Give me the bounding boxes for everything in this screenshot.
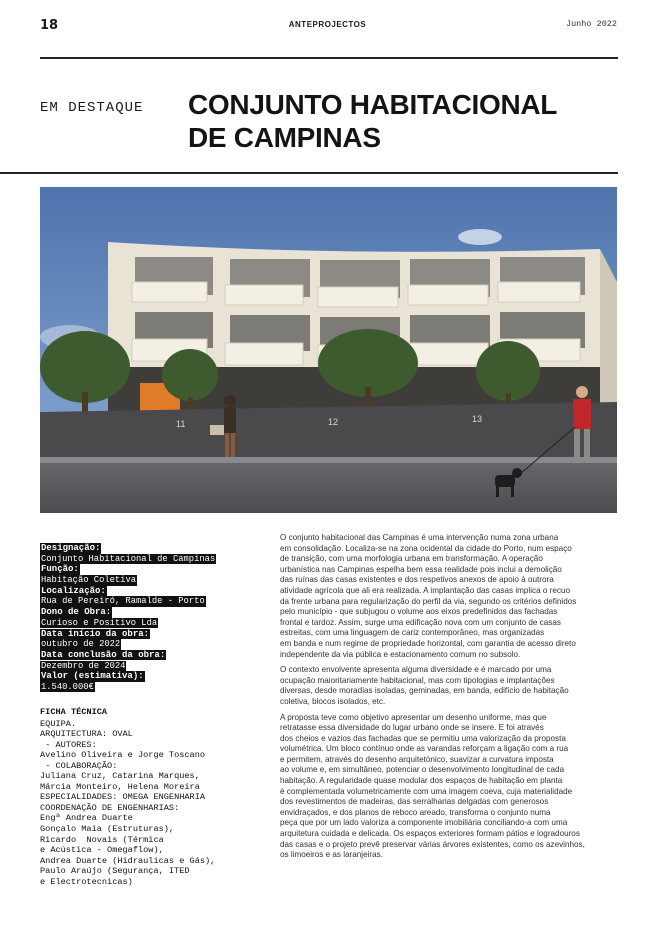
technical-sheet-line: Gonçalo Maia (Estruturas), [40,824,175,835]
paragraph-line: em banda e num regime de propriedade horizontal, com garantia de acesso direto [280,638,576,648]
paragraph-line: coletiva, blocos isolados, etc. [280,696,386,706]
paragraph-line: estreitas, com uma linguagem de cariz contemporâneo, mas organizadas [280,628,545,638]
fact-value [40,590,255,607]
paragraph-line: em consolidação. Localiza-se na zona ocidental da cidade do Porto, num espaço [280,543,572,553]
paragraph-line: das ruínas das casas existentes e dos respetivos anexos de apoio à outrora [280,575,554,585]
technical-sheet-line: COORDENAÇÃO DE ENGENHARIAS: [40,802,180,813]
kicker: EM DESTAQUE [40,100,144,116]
article-body [280,533,618,861]
fact-label [40,665,255,682]
technical-sheet-line: ESPECIALIDADES: OMEGA ENGENHARIA [40,792,206,803]
paragraph-line: ao volume e, em simultâneo, potenciar o desenvolvimento longitudinal de cada [280,765,565,775]
title-line: CONJUNTO HABITACIONAL [188,89,558,120]
fact-label-text: Localização: [41,585,106,596]
technical-sheet-line: e Electrotecnicas) [40,876,133,887]
technical-sheet-line: - AUTORES: [40,739,97,750]
fact-label [40,537,255,553]
fact-value-text: outubro de 2022 [41,639,121,650]
section-name: ANTEPROJECTOS [288,20,367,29]
paragraph-line: O contexto envolvente apresenta alguma diversidade e é marcado por uma [280,665,552,675]
paragraph-line: os limoeiros e as laranjeiras. [280,850,383,860]
paragraph-line: dos revestimentos de madeiras, das serralharias delgadas com generosos [280,797,549,807]
fact-label [40,644,255,660]
technical-sheet-line: Márcia Monteiro, Helena Moreira [40,781,200,792]
paragraph [280,533,618,660]
hero-image [40,187,617,513]
paragraph-line: habitação. A regularidade quase modular dos espaços de habitação em planta [280,776,563,786]
technical-sheet-lines [40,719,255,888]
house-number: 12 [328,417,339,427]
article-title [188,88,557,154]
paragraph-line: O conjunto habitacional das Campinas é uma intervenção numa zona urbana [280,533,559,542]
paragraph [280,665,618,707]
house-number: 11 [176,419,186,429]
fact-value [40,676,255,692]
paragraph-line: peça que por um lado valoriza a componente imobiliária conciliando-a com uma [280,818,568,828]
paragraph-line: de transição, com uma morfologia urbana em transformação. A operação [280,554,543,564]
fact-label-text: Função: [41,564,79,575]
paragraph-line: e permitem, através do desenho arquitetónico, suavizar a curvatura imposta [280,754,554,764]
title-rule [0,172,618,174]
paragraph-line: envidraçados, e dos planos de reboco areado, transforma o conjunto numa [280,807,551,817]
technical-sheet [40,707,255,887]
issue-date: Junho 2022 [565,19,617,29]
page-number: 18 [40,18,59,33]
technical-sheet-line: - COLABORAÇÃO: [40,760,118,771]
paragraph-line: da frente urbana para regularização do perfil da via, segundo os critérios definidos [280,596,577,606]
fact-value [40,548,255,564]
building-render [40,187,617,513]
fact-label-text: Data início da obra: [41,628,150,639]
fact-label [40,580,255,596]
fact-label [40,623,255,639]
technical-sheet-line: Avelino Oliveira e Jorge Toscano [40,750,206,761]
technical-sheet-line: Engª Andrea Duarte [40,813,133,824]
paragraph-line: diversas, desde moradias isoladas, geminadas, em banda, edifício de habitação [280,686,569,696]
paragraph-line: volumétrica. Um bloco contínuo onde as varandas reforçam a ligação com a rua [280,744,569,754]
paragraph-line: arquitetura cuidada e delicada. Os espaços exteriores formam pátios e logradouros [280,829,580,839]
technical-sheet-line: Paulo Araújo (Segurança, ITED [40,866,190,877]
fact-value-text: Curioso e Positivo Lda [41,617,158,628]
fact-label-text: Valor (estimativa): [41,671,144,682]
paragraph-line: é complementada volumetricamente com uma imagem coeva, cuja materialidade [280,786,573,796]
paragraph [280,713,618,861]
house-number: 13 [472,414,483,424]
technical-sheet-line: Ricardo Novais (Térmica [40,834,164,845]
paragraph-line: pelo município - que subjugou o volume aos eixos predefinidos das fachadas [280,607,558,617]
paragraph-line: ocupação maioritariamente habitacional, mas com tipologias e implantações [280,675,555,685]
fact-value-text: 1.540.000€ [41,681,94,692]
paragraph-line: A proposta teve como objetivo apresentar um desenho uniforme, mas que [280,712,547,722]
fact-label-text: Designação: [41,543,101,553]
fact-label-text: Dono de Obra: [41,607,112,618]
paragraph-line: urbanística nas Campinas espelha bem essa realidade pois inclui a demolição [280,564,562,574]
technical-sheet-line: EQUIPA. [40,718,77,729]
paragraph-line: independente da via pública e estacionamento comum no subsolo. [280,649,521,659]
paragraph-line: dos cheios e vazios das fachadas que se permitiu uma valorização da proposta [280,733,566,743]
top-rule [40,57,618,59]
fact-value [40,569,255,586]
fact-value-text: Conjunto Habitacional de Campinas [41,553,216,564]
title-line: DE CAMPINAS [188,122,381,153]
paragraph-line: atividade agrícola que ali era realizada. A implantação das casas implica o recuo [280,585,570,595]
fact-sheet [40,537,255,692]
fact-value [40,612,255,628]
fact-value-text: Habitação Coletiva [41,575,137,586]
technical-sheet-line: Andrea Duarte (Hidraulicas e Gás), [40,855,216,866]
fact-value-text: Dezembro de 2024 [41,660,126,671]
fact-label-text: Data conclusão da obra: [41,649,166,660]
fact-value-text: Rua de Pereiró, Ramalde - Porto [41,596,205,607]
paragraph-line: das casas e o projeto prevê preservar várias árvores existentes, como os azevinhos, [280,839,585,849]
technical-sheet-line: e Acústica - Omegaflow), [40,845,164,856]
paragraph-line: frontal e tardoz. Assim, surge uma edificação nova com um conjunto de casas [280,617,561,627]
technical-sheet-line: Juliana Cruz, Catarina Marques, [40,771,200,782]
technical-sheet-title: FICHA TÉCNICA [40,707,108,717]
paragraph-line: retratasse essa diversidade do lugar urbano onde se insere. E foi através [280,723,544,733]
technical-sheet-line: ARQUITECTURA: OVAL [40,729,133,740]
